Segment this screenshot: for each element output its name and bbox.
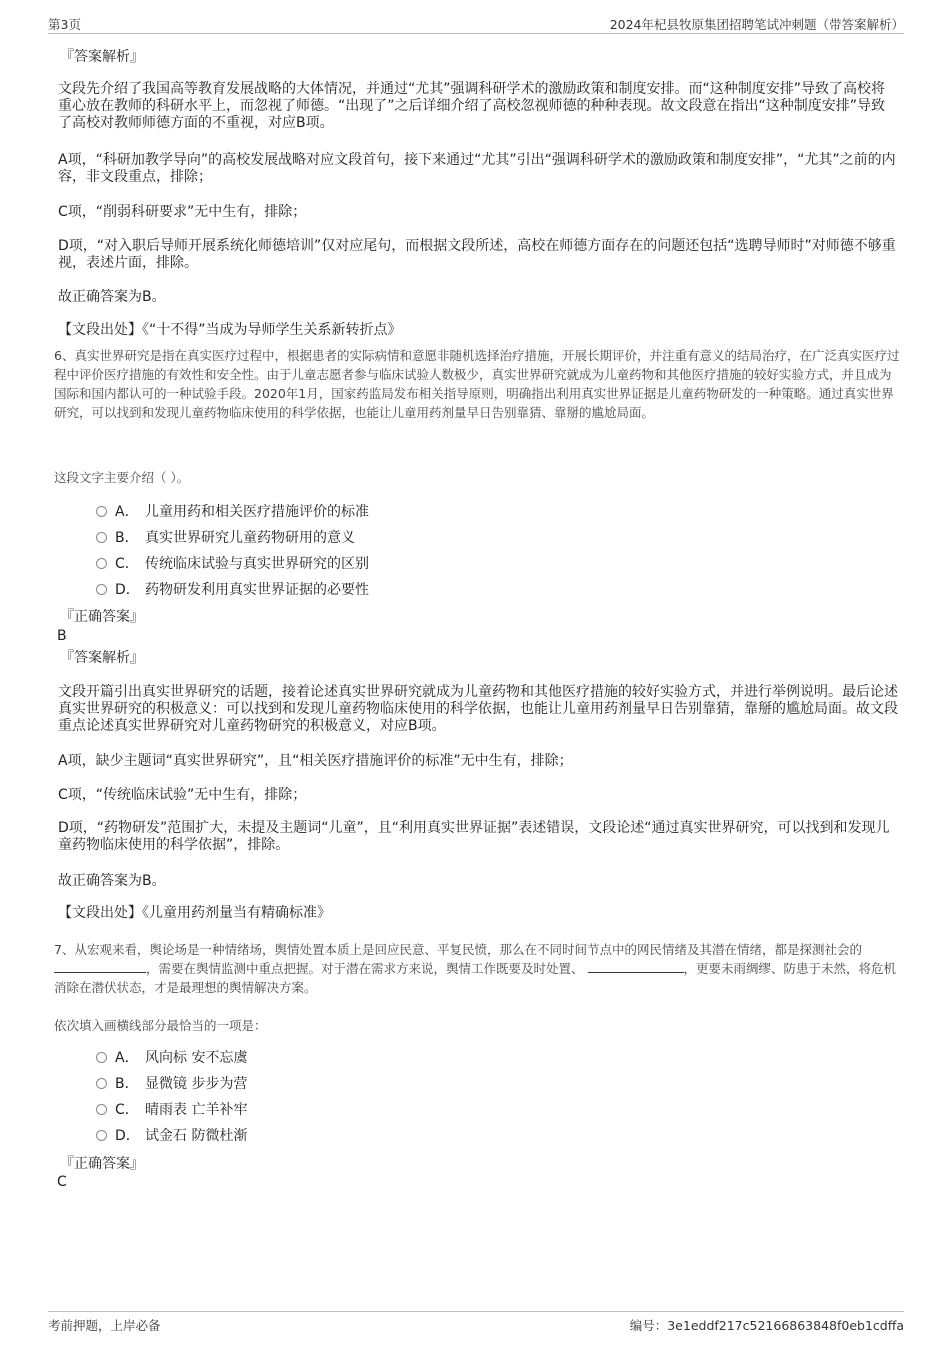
q6-prompt: 这段文字主要介绍（ ）。 [54, 470, 190, 485]
radio-icon[interactable] [96, 1078, 107, 1089]
q6-option-a[interactable]: A． 儿童用药和相关医疗措施评价的标准 [96, 503, 369, 521]
q7-stem: 7、从宏观来看，舆论场是一种情绪场，舆情处置本质上是回应民意、平复民愤，那么在不同时间节点中的网民情绪及其潜在情绪，都是探测社会的 ，需要在舆情监测中重点把握。对于潜在需求方来说，舆情工作既要及时处置、 ，更要未雨绸缪、防患于未然，将危机消除在潜伏状态，才是最理想的舆情解决方案。 [54, 942, 897, 995]
q7-answer: C [57, 1174, 67, 1190]
page-footer [48, 1311, 904, 1334]
q6-option-c-analysis: C项，“传统临床试验”无中生有，排除； [58, 787, 307, 803]
q6-analysis-label: 『答案解析』 [60, 650, 144, 666]
radio-icon[interactable] [96, 1104, 107, 1115]
radio-icon[interactable] [96, 506, 107, 517]
q6-option-d-analysis: D项，“药物研发”范围扩大，未提及主题词“儿童”，且“利用真实世界证据”表述错误，文段论述“通过真实世界研究，可以找到和发现儿童药物临床使用的科学依据”，排除。 [58, 820, 890, 853]
radio-icon[interactable] [96, 558, 107, 569]
q7-prompt: 依次填入画横线部分最恰当的一项是： [54, 1018, 267, 1033]
q6-answer: B [57, 628, 67, 644]
q6-stem: 6、真实世界研究是指在真实医疗过程中，根据患者的实际病情和意愿非随机选择治疗措施，开展长期评价，并注重有意义的结局治疗，在广泛真实医疗过程中评价医疗措施的有效性和安全性。由于儿童志愿者参与临床试验人数极少，真实世界研究就成为儿童药物和其他医疗措施的较好实验方式，并且成为国际和国内都认可的一种试验手段。2020年1月，国家药监局发布相关指导原则，明确指出利用真实世界证据是儿童药物研发的一种策略。通过真实世界研究，可以找到和发现儿童药物临床使用的科学依据，也能让儿童用药剂量早日告别靠猜、靠掰的尴尬局面。 [54, 348, 900, 420]
q5-option-d-analysis: D项，“对入职后导师开展系统化师德培训”仅对应尾句，而根据文段所述，高校在师德方面存在的问题还包括“选聘导师时”对师德不够重视，表述片面，排除。 [58, 238, 896, 271]
q6-option-c[interactable]: C． 传统临床试验与真实世界研究的区别 [96, 555, 369, 573]
q7-option-b[interactable]: B． 显微镜 步步为营 [96, 1075, 247, 1093]
radio-icon[interactable] [96, 1130, 107, 1141]
q7-answer-label: 『正确答案』 [60, 1156, 144, 1172]
q5-conclusion: 故正确答案为B。 [58, 289, 166, 305]
radio-icon[interactable] [96, 1052, 107, 1063]
page-header [48, 13, 904, 34]
q5-source: 【文段出处】《“十不得”当成为导师学生关系新转折点》 [58, 322, 402, 338]
q5-option-c-analysis: C项，“削弱科研要求”无中生有，排除； [58, 204, 307, 220]
q6-analysis-paragraph: 文段开篇引出真实世界研究的话题，接着论述真实世界研究就成为儿童药物和其他医疗措施的较好实验方式，并进行举例说明。最后论述真实世界研究的积极意义：可以找到和发现儿童药物临床使用的科学依据，也能让儿童用药剂量早日告别靠猜，靠掰的尴尬局面。故文段重点论述真实世界研究对儿童药物研究的积极意义，对应B项。 [58, 684, 898, 734]
footer-id: 编号：3e1eddf217c52166863848f0eb1cdffa [629, 1318, 904, 1333]
q6-option-d[interactable]: D． 药物研发利用真实世界证据的必要性 [96, 581, 369, 599]
page-number: 第3页 [48, 17, 81, 32]
q7-option-a[interactable]: A． 风向标 安不忘虞 [96, 1049, 247, 1067]
q6-conclusion: 故正确答案为B。 [58, 873, 166, 889]
q6-option-b[interactable]: B． 真实世界研究儿童药物研用的意义 [96, 529, 355, 547]
radio-icon[interactable] [96, 532, 107, 543]
q5-option-a-analysis: A项，“科研加教学导向”的高校发展战略对应文段首句，接下来通过“尤其”引出“强调科研学术的激励政策和制度安排”，“尤其”之前的内容，非文段重点，排除； [58, 152, 896, 185]
q5-analysis-paragraph: 文段先介绍了我国高等教育发展战略的大体情况，并通过“尤其”强调科研学术的激励政策和制度安排。而“这种制度安排”导致了高校将重心放在教师的科研水平上，而忽视了师德。“出现了”之后详细介绍了高校忽视师德的种种表现。故文段意在指出“这种制度安排”导致了高校对教师师德方面的不重视，对应B项。 [58, 81, 886, 131]
q7-option-c[interactable]: C． 晴雨表 亡羊补牢 [96, 1101, 247, 1119]
blank-1 [54, 959, 146, 973]
q5-analysis-label: 『答案解析』 [60, 49, 144, 65]
blank-2 [588, 959, 684, 973]
q6-option-a-analysis: A项，缺少主题词“真实世界研究”，且“相关医疗措施评价的标准”无中生有，排除； [58, 753, 573, 769]
radio-icon[interactable] [96, 584, 107, 595]
q7-option-d[interactable]: D． 试金石 防微杜渐 [96, 1127, 247, 1145]
q6-answer-label: 『正确答案』 [60, 609, 144, 625]
document-title: 2024年杞县牧原集团招聘笔试冲刺题（带答案解析） [609, 17, 904, 32]
footer-slogan: 考前押题，上岸必备 [48, 1318, 161, 1333]
q6-source: 【文段出处】《儿童用药剂量当有精确标准》 [58, 905, 331, 921]
